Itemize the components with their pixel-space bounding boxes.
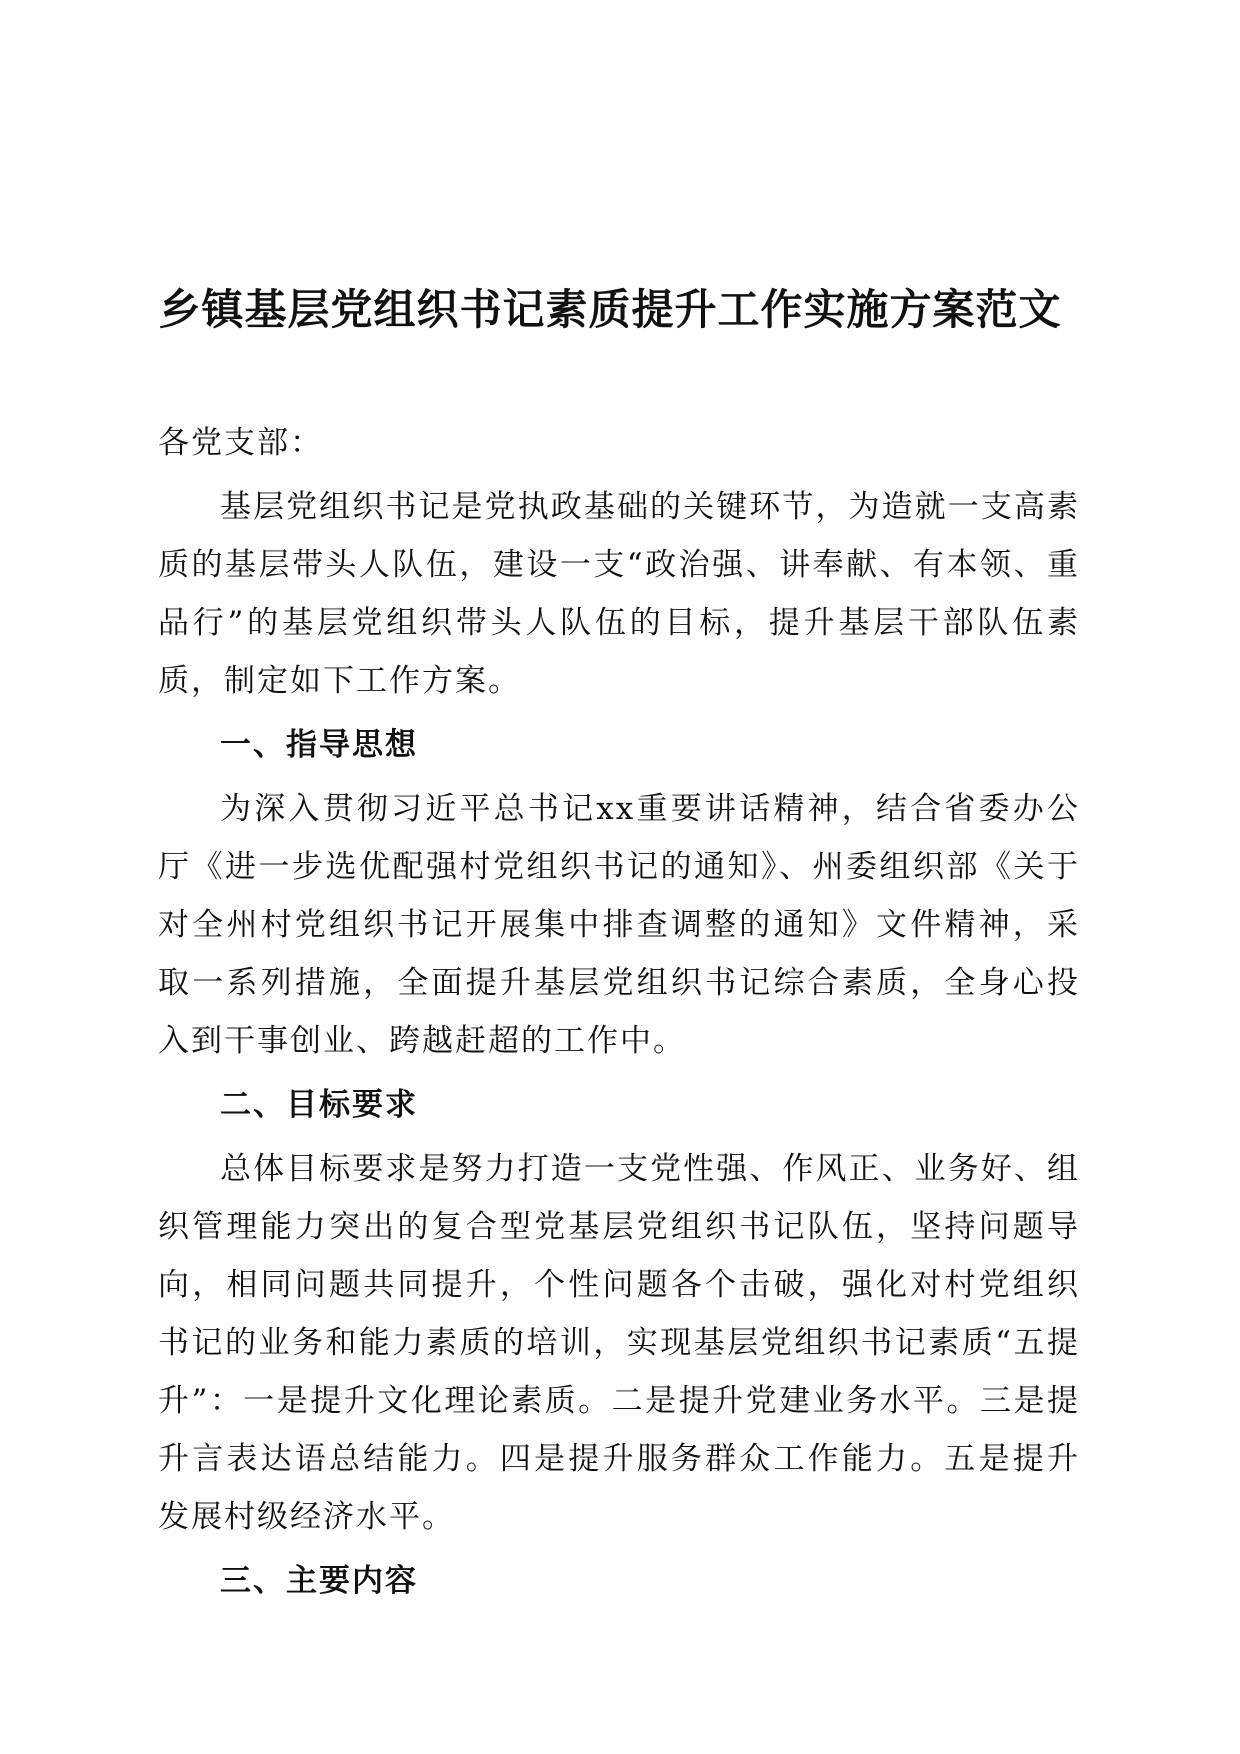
document-body [158, 414, 1080, 1616]
section-body-objectives: 总体目标要求是努力打造一支党性强、作风正、业务好、组织管理能力突出的复合型党基层党组织书记队伍，坚持问题导向，相同问题共同提升，个性问题各个击破，强化对村党组织书记的业务和能力素质的培训，实现基层党组织书记素质“五提升”：一是提升文化理论素质。二是提升党建业务水平。三是提升言表达语总结能力。四是提升服务群众工作能力。五是提升发展村级经济水平。 [158, 1151, 1080, 1535]
intro-paragraph: 基层党组织书记是党执政基础的关键环节，为造就一支高素质的基层带头人队伍，建设一支“政治强、讲奉献、有本领、重品行”的基层党组织带头人队伍的目标，提升基层干部队伍素质，制定如下工作方案。 [158, 489, 1080, 699]
section-heading-main-content: 三、主要内容 [220, 1563, 418, 1599]
section-body-guiding-ideology: 为深入贯彻习近平总书记xx重要讲话精神，结合省委办公厅《进一步选优配强村党组织书记的通知》、州委组织部《关于对全州村党组织书记开展集中排查调整的通知》文件精神，采取一系列措施，全面提升基层党组织书记综合素质，全身心投入到干事创业、跨越赶超的工作中。 [158, 791, 1080, 1059]
section-heading-objectives: 二、目标要求 [220, 1087, 418, 1123]
salutation: 各党支部： [158, 425, 323, 461]
section-heading-guiding-ideology: 一、指导思想 [220, 727, 418, 763]
document-title: 乡镇基层党组织书记素质提升工作实施方案范文 [158, 285, 1062, 335]
